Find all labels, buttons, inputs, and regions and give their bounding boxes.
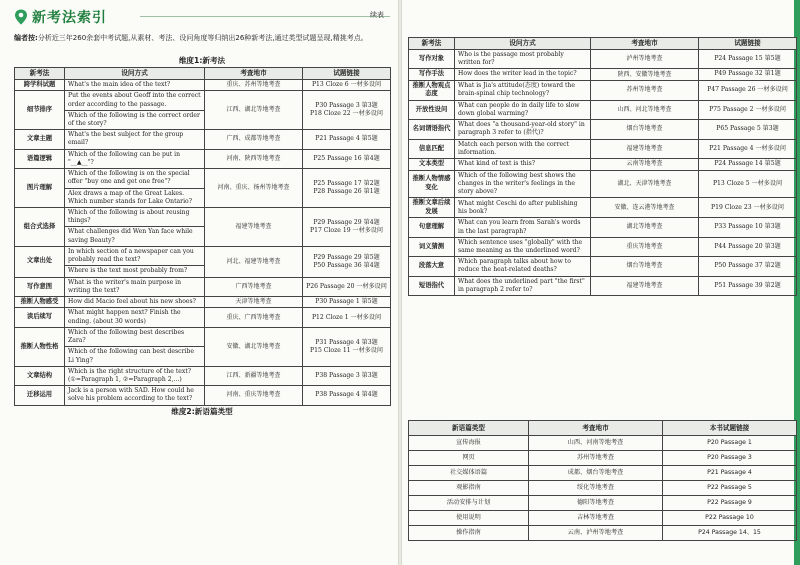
method-type-cell: 推断人物感受 bbox=[15, 296, 65, 308]
question-text: Which of the following best shows the changes in the writer's feelings in the story above? bbox=[458, 171, 576, 196]
col-header-genre-area: 考查地市 bbox=[529, 421, 663, 436]
link-text: P51 Passage 39 第2题 bbox=[714, 281, 781, 289]
genre-row bbox=[409, 496, 797, 511]
link-text: P47 Passage 26 一材多设问 bbox=[707, 86, 788, 94]
link-text: P15 Cloze 11 一材多设问 bbox=[310, 346, 383, 354]
question-cell bbox=[455, 170, 591, 198]
method-type-cell: 文章出处 bbox=[15, 246, 65, 277]
method-type-cell: 文本类型 bbox=[409, 159, 455, 171]
question-cell bbox=[455, 198, 591, 218]
table-row bbox=[15, 366, 391, 385]
method-type-cell: 图片理解 bbox=[15, 169, 65, 208]
area-cell: 云南等地考查 bbox=[591, 159, 699, 171]
question-cell bbox=[455, 80, 591, 100]
link-cell bbox=[303, 130, 391, 149]
method-type-cell: 写作对象 bbox=[409, 49, 455, 68]
link-cell bbox=[699, 276, 797, 295]
table-row bbox=[409, 218, 797, 237]
question-text: In which section of a newspaper can you probably read the text? bbox=[68, 247, 194, 264]
col-header-link: 试题链接 bbox=[303, 68, 391, 80]
genre-area-cell: 绥化等地考查 bbox=[529, 481, 663, 496]
link-text: P44 Passage 20 第3题 bbox=[714, 242, 781, 250]
table-row bbox=[409, 198, 797, 218]
genre-row bbox=[409, 436, 797, 451]
question-text: What can you learn from Sarah's words in the last paragraph? bbox=[458, 219, 581, 235]
genre-row bbox=[409, 526, 797, 541]
table-row bbox=[409, 159, 797, 171]
link-cell bbox=[303, 308, 391, 327]
table-row bbox=[409, 69, 797, 81]
question-cell bbox=[65, 149, 205, 168]
table-row bbox=[15, 277, 391, 296]
col-header-question: 设问方式 bbox=[65, 68, 205, 80]
genre-area-cell: 吉林等地考查 bbox=[529, 511, 663, 526]
title-divider bbox=[140, 16, 390, 17]
question-cell bbox=[65, 386, 205, 405]
question-text: What is Jia's attitude(态度) toward the brain-spinal chip technology? bbox=[458, 82, 575, 98]
question-cell bbox=[455, 276, 591, 295]
link-cell bbox=[699, 218, 797, 237]
genre-cell: 宣传海报 bbox=[409, 436, 529, 451]
genre-link-cell: P20 Passage 1 bbox=[663, 436, 797, 451]
table-row bbox=[409, 257, 797, 276]
link-text: P38 Passage 3 第3题 bbox=[315, 371, 378, 379]
question-cell bbox=[455, 237, 591, 256]
genre-table-body bbox=[409, 436, 797, 541]
area-cell: 安徽、湖北等地考查 bbox=[205, 327, 303, 366]
table-row bbox=[15, 208, 391, 247]
editor-text: 分析近三年260余套中考试题,从素材、考法、设问角度等归纳出26种新考法,通过类型试题呈现,精挑考点。 bbox=[37, 34, 368, 42]
link-text: P30 Passage 1 第5题 bbox=[315, 298, 378, 306]
link-text: P18 Cloze 22 一材多设问 bbox=[310, 110, 383, 118]
genre-cell: 活动安排与计划 bbox=[409, 496, 529, 511]
question-text: What's the best subject for the group email? bbox=[68, 131, 184, 147]
question-text: Alex draws a map of the Great Lakes. Which number stands for Lake Ontario? bbox=[65, 188, 204, 206]
question-text: Which of the following is about reusing things? bbox=[68, 209, 190, 225]
right-table-body bbox=[409, 49, 797, 295]
genre-link-cell: P22 Passage 10 bbox=[663, 511, 797, 526]
method-type-cell: 跨学科试题 bbox=[15, 79, 65, 91]
question-cell bbox=[65, 79, 205, 91]
genre-link-cell: P24 Passage 14、15 bbox=[663, 526, 797, 541]
area-cell: 福建等地考查 bbox=[591, 276, 699, 295]
link-cell bbox=[699, 159, 797, 171]
question-cell bbox=[455, 49, 591, 68]
link-text: P49 Passage 32 第1题 bbox=[714, 70, 781, 78]
link-cell bbox=[699, 80, 797, 100]
link-text: P65 Passage 5 第3题 bbox=[716, 125, 779, 133]
table-row bbox=[15, 169, 391, 208]
table-row bbox=[15, 296, 391, 308]
question-text: Where is the text most probably from? bbox=[65, 265, 204, 275]
link-text: P12 Cloze 1 一材多设问 bbox=[311, 313, 382, 321]
editor-note bbox=[14, 33, 394, 43]
table-row bbox=[15, 149, 391, 168]
link-text: P29 Passage 29 第5题 bbox=[313, 253, 380, 261]
question-text: Which of the following can be put in "__▲__"? bbox=[68, 150, 181, 166]
genre-link-cell: P20 Passage 3 bbox=[663, 451, 797, 466]
genre-area-cell: 云南、泸州等地考查 bbox=[529, 526, 663, 541]
genre-area-cell: 成都、烟台等地考查 bbox=[529, 466, 663, 481]
link-text: P26 Passage 20 一材多设问 bbox=[306, 282, 387, 290]
area-cell: 泸州等地考查 bbox=[591, 49, 699, 68]
section2-title: 维度2:新语篇类型 bbox=[171, 407, 233, 416]
method-type-cell: 段落大意 bbox=[409, 257, 455, 276]
method-table-left bbox=[14, 67, 391, 406]
link-text: P25 Passage 17 第2题 bbox=[313, 179, 380, 187]
link-cell bbox=[303, 91, 391, 130]
genre-area-cell: 德阳等地考查 bbox=[529, 496, 663, 511]
method-type-cell: 文章主题 bbox=[15, 130, 65, 149]
table-row bbox=[409, 49, 797, 68]
question-text: How did Macio feel about his new shoes? bbox=[68, 298, 196, 306]
link-text: P21 Passage 4 一材多设问 bbox=[709, 144, 786, 152]
method-type-cell: 推断人物情感变化 bbox=[409, 170, 455, 198]
question-text: What might happen next? Finish the ending. (about 30 words) bbox=[68, 309, 181, 325]
method-type-cell: 开放性设问 bbox=[409, 100, 455, 119]
table-row bbox=[15, 79, 391, 91]
question-text: What is the writer's main purpose in writing the text? bbox=[68, 278, 181, 294]
area-cell: 江西、湖北等地考查 bbox=[205, 91, 303, 130]
question-text: What kind of text is this? bbox=[458, 160, 536, 168]
link-cell bbox=[303, 149, 391, 168]
link-cell bbox=[699, 49, 797, 68]
area-cell: 福建等地考查 bbox=[591, 139, 699, 158]
question-cell bbox=[455, 257, 591, 276]
table-row bbox=[409, 170, 797, 198]
genre-link-cell: P22 Passage 9 bbox=[663, 496, 797, 511]
question-cell bbox=[65, 91, 205, 130]
method-type-cell: 细节排序 bbox=[15, 91, 65, 130]
table-header-row bbox=[15, 68, 391, 80]
page-title: 新考法索引 bbox=[32, 10, 107, 26]
table-row bbox=[409, 100, 797, 119]
link-text: P19 Cloze 23 一材多设问 bbox=[711, 203, 784, 211]
genre-link-cell: P22 Passage 5 bbox=[663, 481, 797, 496]
location-pin-icon bbox=[14, 9, 28, 25]
method-type-cell: 句意理解 bbox=[409, 218, 455, 237]
link-text: P33 Passage 10 第3题 bbox=[714, 223, 781, 231]
question-text: How does the writer lead in the topic? bbox=[458, 70, 577, 78]
area-cell: 广西等地考查 bbox=[205, 277, 303, 296]
question-cell bbox=[455, 139, 591, 158]
question-cell bbox=[65, 246, 205, 277]
link-text: P29 Passage 29 第4题 bbox=[313, 218, 380, 226]
link-text: P30 Passage 3 第3题 bbox=[315, 102, 378, 110]
link-text: P28 Passage 26 第1题 bbox=[313, 188, 380, 196]
method-type-cell: 短语指代 bbox=[409, 276, 455, 295]
genre-area-cell: 山西、河南等地考查 bbox=[529, 436, 663, 451]
link-text: P31 Passage 4 第3题 bbox=[315, 338, 378, 346]
question-text: Which of the following best describes Zara? bbox=[68, 328, 185, 345]
book-spine bbox=[398, 0, 402, 565]
question-text: What does the underlined part "the first" in paragraph 2 refer to? bbox=[458, 277, 585, 293]
question-cell bbox=[65, 308, 205, 327]
question-text: Which of the following is on the special offer "buy one and get one free"? bbox=[68, 170, 190, 186]
question-text: Which of the following is the correct order of the story? bbox=[65, 110, 204, 128]
question-cell bbox=[65, 208, 205, 247]
link-cell bbox=[303, 79, 391, 91]
genre-row bbox=[409, 481, 797, 496]
link-cell bbox=[303, 296, 391, 308]
genre-row bbox=[409, 511, 797, 526]
table-row bbox=[15, 386, 391, 405]
method-type-cell: 文章结构 bbox=[15, 366, 65, 385]
question-text: Which sentence uses "globally" with the same meaning as the underlined word? bbox=[458, 238, 583, 254]
table-row bbox=[15, 130, 391, 149]
link-cell bbox=[303, 208, 391, 247]
col-header-type: 新考法 bbox=[15, 68, 65, 80]
link-cell bbox=[303, 246, 391, 277]
col-header-genre: 新语篇类型 bbox=[409, 421, 529, 436]
question-cell bbox=[65, 327, 205, 366]
genre-cell: 使用说明 bbox=[409, 511, 529, 526]
link-cell bbox=[303, 386, 391, 405]
area-cell: 湖北等地考查 bbox=[591, 218, 699, 237]
method-type-cell: 信息匹配 bbox=[409, 139, 455, 158]
method-type-cell: 读后续写 bbox=[15, 308, 65, 327]
question-cell bbox=[455, 159, 591, 171]
table-row bbox=[409, 80, 797, 100]
link-cell bbox=[699, 257, 797, 276]
table-row bbox=[15, 308, 391, 327]
area-cell: 安徽、连云港等地考查 bbox=[591, 198, 699, 218]
question-text: Jack is a person with SAD. How could he solve his problem according to the text? bbox=[68, 387, 194, 403]
link-cell bbox=[699, 69, 797, 81]
table-row bbox=[15, 327, 391, 366]
link-text: P75 Passage 2 一材多设问 bbox=[709, 105, 786, 113]
col-header-genre-link: 本书试题链接 bbox=[663, 421, 797, 436]
area-cell: 河南、陕西等地考查 bbox=[205, 149, 303, 168]
link-text: P24 Passage 15 第5题 bbox=[714, 55, 781, 62]
genre-cell: 网页 bbox=[409, 451, 529, 466]
question-text: Who is the passage most probably written for? bbox=[458, 50, 564, 67]
area-cell: 湖北、天津等地考查 bbox=[591, 170, 699, 198]
link-cell bbox=[699, 237, 797, 256]
area-cell: 广西、成都等地考查 bbox=[205, 130, 303, 149]
method-type-cell: 语篇逻辑 bbox=[15, 149, 65, 168]
genre-cell: 观影指南 bbox=[409, 481, 529, 496]
genre-cell: 社交媒体语篇 bbox=[409, 466, 529, 481]
link-text: P50 Passage 36 第4题 bbox=[313, 261, 380, 269]
genre-cell: 操作指南 bbox=[409, 526, 529, 541]
genre-header-row bbox=[409, 421, 797, 436]
question-cell bbox=[65, 130, 205, 149]
continued-label: 续表 bbox=[370, 11, 384, 19]
col-header-type: 新考法 bbox=[409, 38, 455, 50]
question-cell bbox=[65, 366, 205, 385]
table-row bbox=[409, 276, 797, 295]
area-cell: 河南、重庆等地考查 bbox=[205, 386, 303, 405]
genre-area-cell: 苏州等地考查 bbox=[529, 451, 663, 466]
left-table-body bbox=[15, 79, 391, 405]
question-cell bbox=[455, 218, 591, 237]
method-type-cell: 写作意图 bbox=[15, 277, 65, 296]
question-text: Put the events about Geoff into the correct order according to the passage. bbox=[68, 92, 201, 108]
col-header-link: 试题链接 bbox=[699, 38, 797, 50]
table-header-row bbox=[409, 38, 797, 50]
page-title-row bbox=[14, 6, 107, 28]
link-text: P24 Passage 14 第5题 bbox=[714, 160, 781, 168]
link-cell bbox=[303, 366, 391, 385]
method-type-cell: 名词谓语指代 bbox=[409, 120, 455, 139]
method-type-cell: 词义猜测 bbox=[409, 237, 455, 256]
method-type-cell: 写作手法 bbox=[409, 69, 455, 81]
method-table-right bbox=[408, 37, 797, 296]
area-cell: 福建等地考查 bbox=[205, 208, 303, 247]
link-cell bbox=[699, 139, 797, 158]
area-cell: 烟台等地考查 bbox=[591, 120, 699, 139]
question-cell bbox=[455, 69, 591, 81]
col-header-area: 考查地市 bbox=[205, 68, 303, 80]
question-text: Which of the following can best describe Li Ying? bbox=[65, 346, 204, 364]
link-cell bbox=[699, 120, 797, 139]
question-cell bbox=[455, 100, 591, 119]
area-cell: 河南、重庆、扬州等地考查 bbox=[205, 169, 303, 208]
area-cell: 烟台等地考查 bbox=[591, 257, 699, 276]
method-type-cell: 迁移运用 bbox=[15, 386, 65, 405]
area-cell: 山西、河北等地考查 bbox=[591, 100, 699, 119]
link-cell bbox=[699, 198, 797, 218]
area-cell: 天津等地考查 bbox=[205, 296, 303, 308]
question-text: What challenges did Wen Yan face while saving Beauty? bbox=[65, 226, 204, 244]
area-cell: 陕西、安徽等地考查 bbox=[591, 69, 699, 81]
table-row bbox=[15, 246, 391, 277]
col-header-question: 设问方式 bbox=[455, 38, 591, 50]
link-text: P25 Passage 16 第4题 bbox=[313, 154, 380, 162]
question-text: What does "a thousand-year-old story" in paragraph 3 refer to (指代)? bbox=[458, 121, 585, 137]
link-cell bbox=[303, 327, 391, 366]
link-cell bbox=[303, 277, 391, 296]
question-cell bbox=[65, 296, 205, 308]
genre-row bbox=[409, 466, 797, 481]
link-cell bbox=[303, 169, 391, 208]
table-row bbox=[409, 237, 797, 256]
area-cell: 重庆、苏州等地考查 bbox=[205, 79, 303, 91]
table-row bbox=[409, 120, 797, 139]
col-header-area: 考查地市 bbox=[591, 38, 699, 50]
link-text: P13 Cloze 6 一材多设问 bbox=[311, 81, 382, 89]
area-cell: 苏州等地考查 bbox=[591, 80, 699, 100]
question-text: What can people do in daily life to slow down global warming? bbox=[458, 101, 580, 118]
area-cell: 江西、新疆等地考查 bbox=[205, 366, 303, 385]
editor-label: 编者按: bbox=[14, 34, 38, 42]
link-text: P38 Passage 4 第4题 bbox=[315, 391, 378, 399]
genre-table bbox=[408, 420, 797, 541]
question-text: Match each person with the correct information. bbox=[458, 140, 569, 156]
method-type-cell: 推断人物观点态度 bbox=[409, 80, 455, 100]
question-cell bbox=[65, 169, 205, 208]
link-text: P50 Passage 37 第2题 bbox=[714, 262, 781, 270]
question-cell bbox=[65, 277, 205, 296]
question-cell bbox=[455, 120, 591, 139]
section1-title: 维度1:新考法 bbox=[178, 56, 226, 65]
question-text: Which is the right structure of the text? (①=Paragraph 1, ②=Paragraph 2,...) bbox=[68, 367, 192, 384]
area-cell: 重庆、广西等地考查 bbox=[205, 308, 303, 327]
area-cell: 河北、福建等地考查 bbox=[205, 246, 303, 277]
method-type-cell: 组合式选择 bbox=[15, 208, 65, 247]
area-cell: 重庆等地考查 bbox=[591, 237, 699, 256]
question-text: What might Ceschi do after publishing his book? bbox=[458, 199, 578, 215]
link-cell bbox=[699, 100, 797, 119]
table-row bbox=[409, 139, 797, 158]
link-text: P17 Cloze 19 一材多设问 bbox=[310, 226, 383, 234]
link-text: P13 Cloze 5 一材多设问 bbox=[712, 179, 783, 187]
method-type-cell: 推断文章后续发展 bbox=[409, 198, 455, 218]
table-row bbox=[15, 91, 391, 130]
question-text: Which paragraph talks about how to reduce the heat-related deaths? bbox=[458, 258, 571, 274]
genre-link-cell: P21 Passage 4 bbox=[663, 466, 797, 481]
question-text: What's the main idea of the text? bbox=[68, 81, 171, 89]
link-text: P21 Passage 4 第5题 bbox=[315, 135, 378, 143]
method-type-cell: 推断人物性格 bbox=[15, 327, 65, 366]
genre-row bbox=[409, 451, 797, 466]
link-cell bbox=[699, 170, 797, 198]
